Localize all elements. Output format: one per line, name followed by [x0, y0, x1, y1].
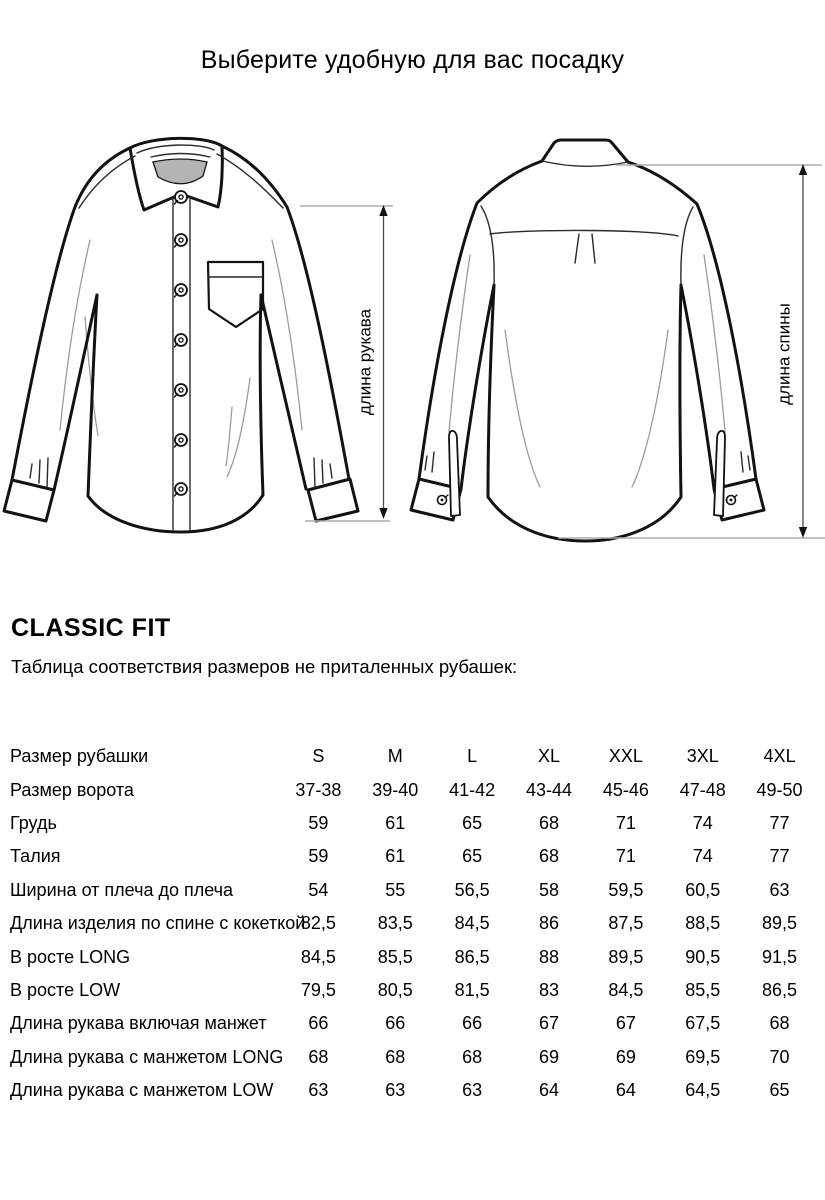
- row-value: 39-40: [372, 779, 419, 800]
- row-label: Длина рукава с манжетом LONG: [10, 1046, 284, 1067]
- row-label: Талия: [10, 846, 61, 867]
- row-value: 64: [615, 1080, 636, 1101]
- row-value: 66: [462, 1013, 483, 1034]
- section-heading: CLASSIC FIT: [11, 614, 171, 642]
- row-value: 63: [308, 1080, 329, 1101]
- row-value: 63: [385, 1080, 406, 1101]
- row-value: 59,5: [608, 879, 644, 900]
- dimension-arrow-down-icon: [379, 508, 387, 519]
- row-value: 69: [538, 1046, 559, 1067]
- row-value: 65: [462, 846, 483, 867]
- back-right-sleeve-inner-seam: [681, 285, 714, 489]
- row-value: 64: [538, 1080, 559, 1101]
- row-value: 89,5: [608, 946, 644, 967]
- front-buttons: [175, 191, 188, 496]
- table-row: [10, 940, 818, 973]
- row-value: 80,5: [377, 979, 413, 1000]
- row-value: 65: [462, 812, 483, 833]
- row-value: 81,5: [454, 979, 490, 1000]
- row-label: Длина рукава с манжетом LOW: [10, 1080, 274, 1101]
- row-value: 74: [692, 846, 713, 867]
- front-right-sleeve-inner-seam: [261, 295, 306, 489]
- row-value: 63: [462, 1080, 483, 1101]
- back-collar: [542, 140, 628, 166]
- back-length-label: длина спины: [774, 303, 794, 405]
- section-subtitle: Таблица соответствия размеров не приталенных рубашек:: [11, 656, 518, 677]
- row-value: 83: [538, 979, 559, 1000]
- back-left-sleeve: [419, 161, 542, 479]
- row-value: 45-46: [602, 779, 649, 800]
- back-left-armhole-seam: [481, 206, 494, 285]
- row-value: 91,5: [762, 946, 798, 967]
- row-value: 58: [538, 879, 559, 900]
- row-value: 59: [308, 846, 329, 867]
- front-collar-inner-neck: [153, 159, 207, 184]
- row-value: 55: [385, 879, 406, 900]
- row-value: 82,5: [300, 913, 336, 934]
- back-cuff-gathers: [425, 452, 750, 472]
- row-value: 67: [538, 1013, 559, 1034]
- shirt-diagrams: [0, 130, 825, 610]
- row-value: 56,5: [454, 879, 490, 900]
- front-left-sleeve: [12, 148, 130, 480]
- row-value: XXL: [608, 746, 643, 767]
- row-value: 86,5: [762, 979, 798, 1000]
- table-row: [10, 974, 818, 1007]
- row-value: 74: [692, 812, 713, 833]
- row-value: 79,5: [300, 979, 336, 1000]
- row-value: 86: [538, 913, 559, 934]
- row-value: 37-38: [295, 779, 342, 800]
- row-value: 65: [769, 1080, 790, 1101]
- row-value: 84,5: [300, 946, 336, 967]
- row-value: 88: [538, 946, 559, 967]
- row-value: XL: [537, 746, 560, 767]
- row-value: 87,5: [608, 913, 644, 934]
- row-value: 64,5: [685, 1080, 721, 1101]
- table-row: [10, 907, 818, 940]
- row-value: 84,5: [454, 913, 490, 934]
- row-value: 61: [385, 812, 406, 833]
- row-value: 83,5: [377, 913, 413, 934]
- row-value: 69,5: [685, 1046, 721, 1067]
- back-shirt-drawing: [411, 140, 764, 541]
- row-label: В росте LONG: [10, 946, 131, 967]
- row-value: 68: [308, 1046, 329, 1067]
- row-value: 3XL: [686, 746, 719, 767]
- front-shirt-drawing: [4, 138, 358, 532]
- sleeve-length-label: длина рукава: [355, 308, 375, 416]
- row-value: 66: [308, 1013, 329, 1034]
- row-value: 4XL: [763, 746, 796, 767]
- back-right-armhole-seam: [681, 207, 693, 285]
- table-row: [10, 840, 818, 873]
- row-value: 43-44: [525, 779, 573, 800]
- row-value: 61: [385, 846, 406, 867]
- row-value: 69: [615, 1046, 636, 1067]
- table-row: [10, 1041, 818, 1074]
- row-value: 41-42: [449, 779, 496, 800]
- back-length-dimension: [558, 164, 825, 538]
- back-box-pleat: [575, 234, 595, 263]
- row-value: 77: [769, 812, 790, 833]
- row-value: 54: [308, 879, 329, 900]
- row-value: 88,5: [685, 913, 721, 934]
- row-value: 63: [769, 879, 790, 900]
- row-value: 71: [615, 846, 636, 867]
- front-chest-pocket: [208, 262, 263, 327]
- back-yoke-seam: [490, 230, 678, 236]
- row-value: 47-48: [679, 779, 726, 800]
- row-value: 60,5: [685, 879, 721, 900]
- row-value: 77: [769, 846, 790, 867]
- row-label: Размер рубашки: [10, 746, 149, 767]
- row-value: L: [467, 746, 478, 767]
- row-value: 59: [308, 812, 329, 833]
- row-value: 89,5: [762, 913, 798, 934]
- table-row: [10, 1007, 818, 1040]
- row-label: Ширина от плеча до плеча: [10, 879, 234, 900]
- row-value: 67,5: [685, 1013, 721, 1034]
- size-table: [10, 740, 818, 1107]
- row-label: Размер ворота: [10, 779, 134, 800]
- row-value: 68: [385, 1046, 406, 1067]
- row-value: 85,5: [685, 979, 721, 1000]
- dimension-arrow-down-icon: [799, 527, 807, 538]
- row-label: В росте LOW: [10, 979, 121, 1000]
- row-value: 85,5: [377, 946, 413, 967]
- row-value: 68: [462, 1046, 483, 1067]
- front-body: [88, 295, 263, 532]
- row-value: 68: [769, 1013, 790, 1034]
- page-title: Выберите удобную для вас посадку: [200, 46, 625, 74]
- row-value: M: [387, 746, 403, 767]
- row-value: 67: [615, 1013, 636, 1034]
- row-label: Грудь: [10, 812, 57, 833]
- table-row: [10, 1074, 818, 1107]
- row-value: 70: [769, 1046, 790, 1067]
- table-row: [10, 874, 818, 907]
- table-row: [10, 773, 818, 806]
- row-value: 71: [615, 812, 636, 833]
- table-row: [10, 740, 818, 773]
- row-value: 68: [538, 812, 559, 833]
- row-value: 66: [385, 1013, 406, 1034]
- row-label: Длина изделия по спине с кокеткой: [10, 913, 306, 934]
- row-value: 68: [538, 846, 559, 867]
- row-value: 86,5: [454, 946, 490, 967]
- back-body: [488, 285, 681, 541]
- front-placket: [173, 197, 190, 530]
- row-label: Длина рукава включая манжет: [10, 1013, 267, 1034]
- row-value: 49-50: [756, 779, 803, 800]
- row-value: 90,5: [685, 946, 721, 967]
- row-value: S: [312, 746, 325, 767]
- row-value: 84,5: [608, 979, 644, 1000]
- table-row: [10, 807, 818, 840]
